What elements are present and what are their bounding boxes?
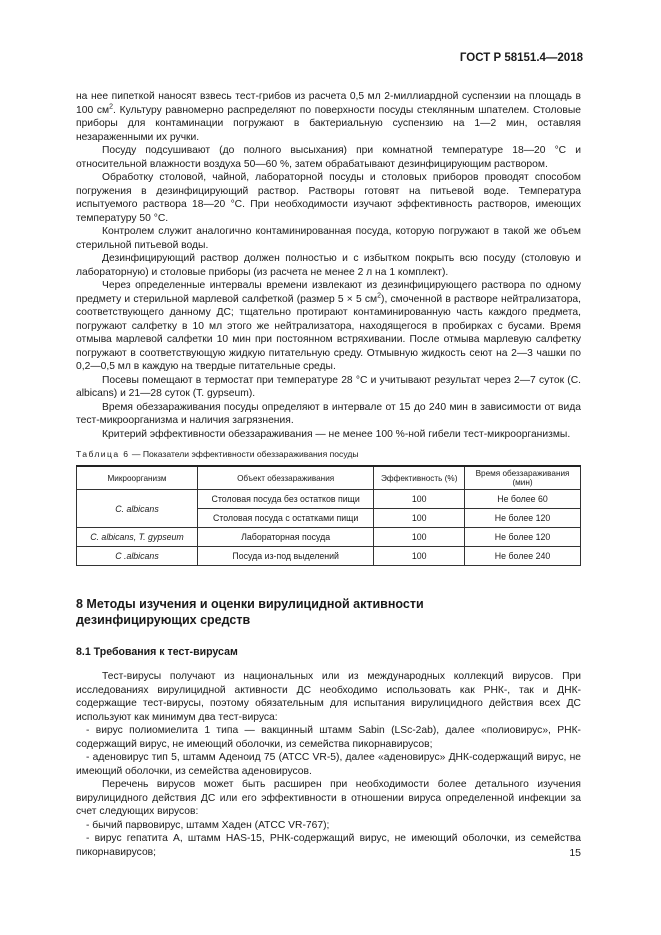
- efficiency-cell: 100: [374, 490, 465, 509]
- table-row: [77, 490, 581, 509]
- paragraph: Через определенные интервалы времени извлекают из дезинфицирующего раствора по одному предмету и стерильной марлевой салфеткой (размер 5 × 5 $см^2$), смоченной в растворе нейтрализатора, соответствующего данному ДС; тщательно протирают контаминированную часть каждого предмета, погружают салфетку в 10 мл этого же нейтрализатора, находящегося в пробирках с бусами. Время отмыва марлевой салфетки 10 мин при постоянном встряхивании. После отмыва марлевую салфетку погружают в соответствующую жидкую питательную среду. Отмывную жидкость сеют на 2—3 чашки по 0,2—0,5 мл в каждую на твердые питательные среды.: [76, 280, 582, 372]
- object-cell: Столовая посуда без остатков пищи: [197, 490, 373, 509]
- time-cell: Не более 120: [465, 509, 581, 528]
- list-item: - вирус гепатита А, штамм HAS-15, РНК-содержащий вирус, не имеющий оболочки, из семейства пикорнавирусов;: [76, 833, 581, 858]
- document-code: ГОСТ Р 58151.4—2018: [459, 52, 583, 64]
- body-text-bottom: [76, 670, 581, 859]
- table-caption-text: — Показатели эффективности обеззараживания посуды: [129, 449, 359, 459]
- efficiency-cell: 100: [374, 509, 465, 528]
- table-row: [77, 528, 581, 547]
- list-item: - аденовирус тип 5, штамм Аденоид 75 (ATCC VR-5), далее «аденовирус» ДНК-содержащий вирус, не имеющий оболочки, из семейства аденовирусов.: [76, 752, 581, 777]
- body-text-top: [76, 90, 581, 441]
- list-item: - вирус полиомиелита 1 типа — вакцинный штамм Sabin (LSc-2ab), далее «полиовирус», РНК-содержащий вирус, не имеющий оболочки, из семейства пикорнавирусов;: [76, 725, 581, 750]
- paragraph: Критерий эффективности обеззараживания — не менее 100 %-ной гибели тест-микроорганизмы.: [102, 428, 571, 440]
- paragraph: Перечень вирусов может быть расширен при необходимости более детального изучения вирулицидного действия ДС или его эффективности в отношении вируса определенной инфекции за счет следующих вирусов:: [76, 779, 581, 817]
- disinfection-efficiency-table: [76, 465, 581, 566]
- table-header-cell: Время обеззараживания (мин): [465, 466, 581, 490]
- table-header-cell: Эффективность (%): [374, 466, 465, 490]
- time-cell: Не более 60: [465, 490, 581, 509]
- object-cell: Посуда из-под выделений: [197, 547, 373, 566]
- subsection-heading: 8.1 Требования к тест-вирусам: [76, 646, 238, 658]
- paragraph: на нее пипеткой наносят взвесь тест-грибов из расчета 0,5 мл 2-миллиардной суспензии на площадь в 100 $см^2$. Культуру равномерно распределяют по поверхности посуды стеклянным шпателем. Столовые приборы для контаминации погружают в бактериальную суспензию на 1—2 мин, оставляя незараженными их ручки.: [76, 91, 581, 143]
- paragraph: Обработку столовой, чайной, лабораторной посуды и столовых приборов проводят способом погружения в дезинфицирующий раствор. Растворы готовят на питьевой воде. Температура испытуемого раствора 18—20 °С. При необходимости изучают эффективность растворов, имеющих температуру 50 °С.: [76, 172, 581, 224]
- object-cell: Столовая посуда с остатками пищи: [197, 509, 373, 528]
- list-item: - бычий парвовирус, штамм Хаден (АТСС VR-767);: [86, 819, 330, 831]
- paragraph: Дезинфицирующий раствор должен полностью и с избытком покрыть всю посуду (столовую и лабораторную) и столовые приборы (из расчета не менее 2 л на 1 комплект).: [76, 253, 581, 278]
- time-cell: Не более 240: [465, 547, 581, 566]
- table-header-row: [77, 466, 581, 490]
- page-number: 15: [569, 847, 581, 859]
- object-cell: Лабораторная посуда: [197, 528, 373, 547]
- section-heading-line2: дезинфицирующих средств: [76, 613, 251, 627]
- paragraph: Посуду подсушивают (до полного высыхания) при комнатной температуре 18—20 °С и относительной влажности воздуха 50—60 %, затем обрабатывают дезинфицирующим раствором.: [76, 145, 581, 170]
- efficiency-cell: 100: [374, 528, 465, 547]
- paragraph: Посевы помещают в термостат при температуре 28 °С и учитывают результат через 2—7 суток (C. albicans) и 21—28 суток (T. gypseum).: [76, 374, 581, 399]
- paragraph: Контролем служит аналогично контаминированная посуда, которую погружают в такой же объем стерильной питьевой воды.: [76, 226, 581, 251]
- paragraph: Тест-вирусы получают из национальных или из международных коллекций вирусов. При исследованиях вирулицидной активности ДС необходимо использовать как РНК-, так и ДНК-содержащие тест-вирусы, поэтому обязательным для испытания вирулицидного действия всех ДС используют как минимум два тест-вируса:: [76, 671, 581, 723]
- table-header-cell: Объект обеззараживания: [197, 466, 373, 490]
- efficiency-cell: 100: [374, 547, 465, 566]
- paragraph: Время обеззараживания посуды определяют в интервале от 15 до 240 мин в зависимости от вида тест-микроорганизма и наличия загрязнения.: [76, 401, 581, 426]
- table-header-cell: Микроорганизм: [77, 466, 198, 490]
- section-heading: [76, 596, 581, 628]
- organism-cell: C. albicans: [77, 490, 198, 528]
- organism-cell: C. albicans, T. gypseum: [77, 528, 198, 547]
- table-caption: [76, 449, 581, 460]
- page-content: [76, 90, 581, 859]
- time-cell: Не более 120: [465, 528, 581, 547]
- organism-cell: С .albicans: [77, 547, 198, 566]
- table-row: [77, 547, 581, 566]
- section-heading-line1: 8 Методы изучения и оценки вирулицидной активности: [76, 597, 424, 611]
- table-caption-prefix: Таблица 6: [76, 449, 130, 459]
